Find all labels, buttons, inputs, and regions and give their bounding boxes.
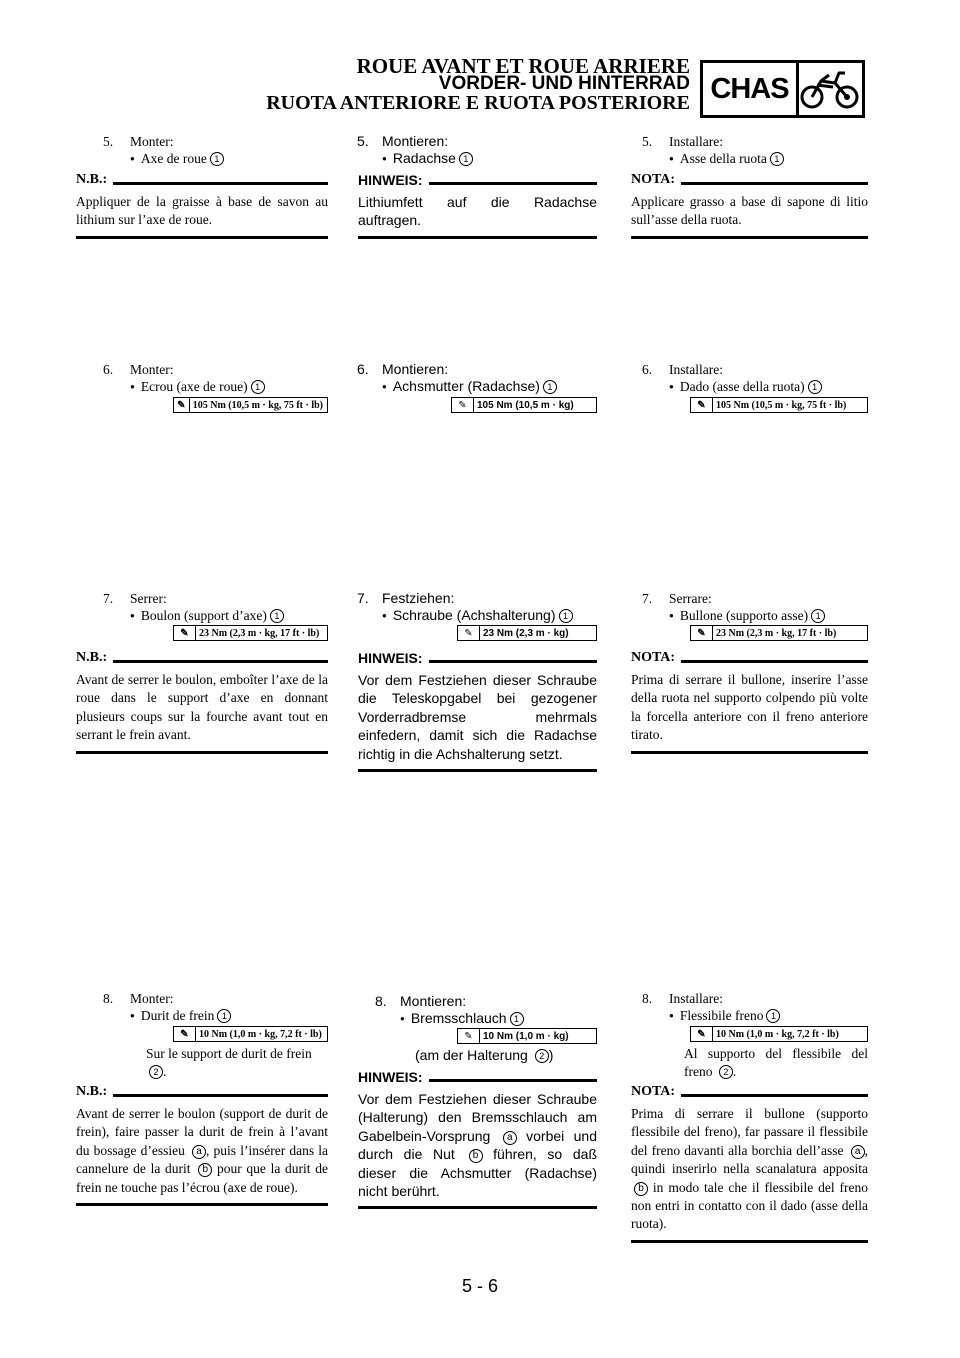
step-8-extra: (am der Halterung 2 ) [415, 1047, 554, 1063]
header-title-de: VORDER- UND HINTERRAD [438, 73, 690, 94]
header-title-fr: ROUE AVANT ET ROUE ARRIERE [356, 54, 690, 78]
ref-callout: 2 [719, 1065, 733, 1079]
note-8: N.B.: Avant de serrer le boulon (support de durit de frein), faire passer la durit de frein à l’avant du bossage d’essieu a , puis l’insérer dans la cannelure de la durit b pour que la durit de frein ne touche pas l’écrou (axe de roue). [76, 1088, 328, 1206]
torque-wrench-icon: ✎ [174, 398, 190, 412]
ref-callout: 1 [808, 380, 822, 394]
torque-spec: ✎ 105 Nm (10,5 m · kg, 75 ft · lb) [173, 397, 328, 413]
ref-callout: 1 [770, 152, 784, 166]
ref-callout: 2 [149, 1065, 163, 1079]
note-7: N.B.: Avant de serrer le boulon, emboîter l’axe de la roue dans le support d’axe en donnant plusieurs coups sur la fourche avant tout en serrant le frein avant. [76, 654, 328, 754]
ref-callout-a: a [851, 1145, 865, 1159]
ref-callout: 1 [217, 1009, 231, 1023]
torque-wrench-icon: ✎ [691, 398, 713, 412]
torque-spec: ✎ 23 Nm (2,3 m · kg, 17 ft · lb) [173, 625, 328, 641]
ref-callout: 1 [270, 609, 284, 623]
ref-callout: 1 [766, 1009, 780, 1023]
torque-spec: ✎ 10 Nm (1,0 m · kg, 7,2 ft · lb) [173, 1026, 328, 1042]
section-badge [700, 60, 865, 118]
ref-callout-b: b [198, 1163, 212, 1177]
ref-callout: 2 [535, 1049, 549, 1063]
note-7: HINWEIS: Vor dem Festziehen dieser Schraube die Teleskopgabel bei gezogener Vorderradbremse mehrmals einfedern, damit sich die Radachse richtig in die Achshalterung setzt. [358, 654, 597, 772]
torque-spec: ✎ 105 Nm (10,5 m · kg) [451, 397, 597, 413]
torque-spec: ✎ 23 Nm (2,3 m · kg) [457, 625, 597, 641]
page-number: 5 - 6 [461, 1276, 499, 1296]
torque-wrench-icon: ✎ [452, 398, 474, 412]
note-8: NOTA: Prima di serrare il bullone (supporto flessibile del freno), far passare il flessibile del freno davanti alla borchia dell’asse a , quindi inserirlo nella scanalatura apposita b in modo tale che il flessibile del freno non entri in contatto con il dado (asse della ruota). [631, 1088, 868, 1243]
note-5: N.B.: Appliquer de la graisse à base de savon au lithium sur l’axe de roue. [76, 176, 328, 239]
ref-callout-b: b [469, 1149, 483, 1163]
torque-spec: ✎ 10 Nm (1,0 m · kg) [457, 1028, 597, 1044]
ref-callout-b: b [634, 1182, 648, 1196]
torque-wrench-icon: ✎ [458, 626, 480, 640]
note-5: NOTA: Applicare grasso a base di sapone di litio sull’asse della ruota. [631, 176, 868, 239]
torque-spec: ✎ 105 Nm (10,5 m · kg, 75 ft · lb) [690, 397, 868, 413]
ref-callout: 1 [543, 380, 557, 394]
ref-callout-a: a [192, 1145, 206, 1159]
section-badge-label: CHAS [703, 63, 799, 115]
torque-spec: ✎ 23 Nm (2,3 m · kg, 17 ft · lb) [690, 625, 868, 641]
torque-wrench-icon: ✎ [174, 626, 196, 640]
ref-callout: 1 [811, 609, 825, 623]
ref-callout: 1 [559, 609, 573, 623]
ref-callout: 1 [459, 152, 473, 166]
torque-spec: ✎ 10 Nm (1,0 m · kg, 7,2 ft · lb) [690, 1026, 868, 1042]
note-7: NOTA: Prima di serrare il bullone, inserire l’asse della ruota nel supporto colpendo più volte la forcella anteriore con il freno anteriore tirato. [631, 654, 868, 754]
ref-callout-a: a [503, 1131, 517, 1145]
torque-wrench-icon: ✎ [691, 626, 713, 640]
note-5: HINWEIS: Lithiumfett auf die Radachse auftragen. [358, 176, 597, 239]
ref-callout: 1 [251, 380, 265, 394]
header-title-it: RUOTA ANTERIORE E RUOTA POSTERIORE [266, 92, 690, 114]
ref-callout: 1 [210, 152, 224, 166]
torque-wrench-icon: ✎ [458, 1029, 480, 1043]
torque-wrench-icon: ✎ [691, 1027, 713, 1041]
step-8-extra: Al supporto del flessibile del freno 2 . [684, 1046, 868, 1079]
note-8: HINWEIS: Vor dem Festziehen dieser Schraube (Halterung) den Bremsschlauch am Gabelbein-Vorsprung a vorbei und durch die Nut b führen, so daß dieser die Achsmutter (Radachse) nicht berührt. [358, 1073, 597, 1209]
ref-callout: 1 [510, 1012, 524, 1026]
torque-wrench-icon: ✎ [174, 1027, 196, 1041]
step-8-extra: Sur le support de durit de frein 2 . [146, 1046, 312, 1079]
motorcycle-icon [799, 67, 861, 111]
